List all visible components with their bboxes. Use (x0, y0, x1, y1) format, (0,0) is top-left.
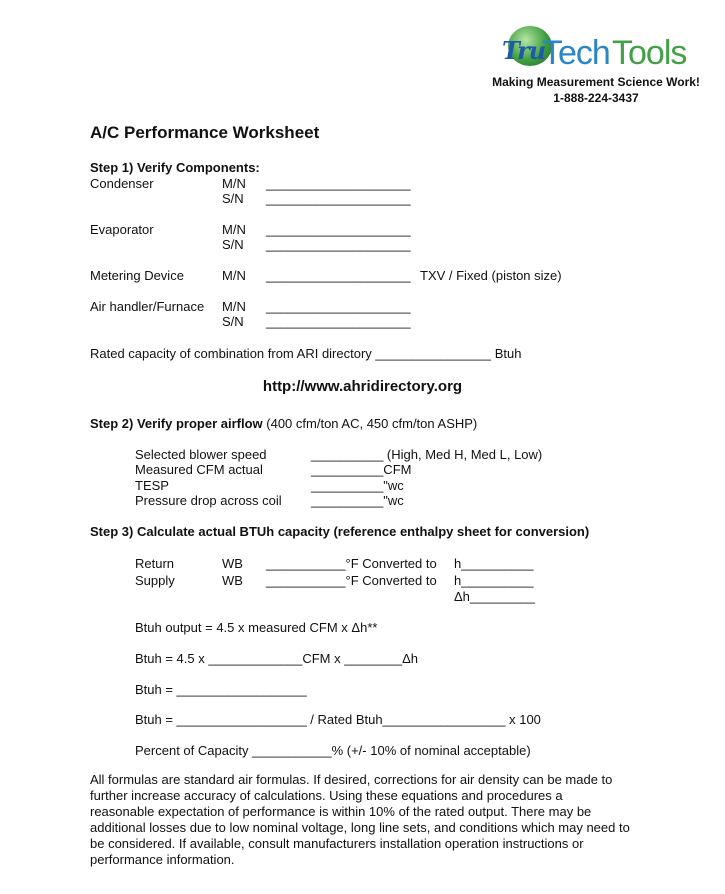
metering-type-note: TXV / Fixed (piston size) (420, 268, 562, 283)
formula-disclaimer: All formulas are standard air formulas. If desired, corrections for air density can be made to further increase accuracy of calculations. Using these equations and procedures a reasonable expectation of performance is within 10% of the rated output. There may be additional losses due to low nominal voltage, long line sets, and conditions which may need to be considered. If available, consult manufacturers installation operation instructions or performance information. (90, 772, 630, 867)
step2-heading (90, 416, 477, 431)
evaporator-label: Evaporator (90, 222, 154, 237)
condenser-label: Condenser (90, 176, 154, 191)
percent-capacity-line[interactable]: Percent of Capacity ___________% (+/- 10% of nominal acceptable) (135, 743, 531, 758)
page-title: A/C Performance Worksheet (90, 123, 320, 142)
step2-heading-note: (400 cfm/ton AC, 450 cfm/ton ASHP) (262, 416, 478, 431)
evaporator-mn-label: M/N (222, 222, 246, 237)
btuh-output-formula: Btuh output = 4.5 x measured CFM x Δh** (135, 620, 378, 635)
delta-h-field[interactable]: Δh_________ (454, 589, 535, 604)
air-handler-mn-field[interactable]: ____________________ (266, 299, 411, 314)
air-handler-label: Air handler/Furnace (90, 299, 205, 314)
supply-label: Supply (135, 573, 175, 588)
tesp-label: TESP (135, 478, 169, 493)
metering-mn-field[interactable]: ____________________ (266, 268, 411, 283)
logo-tech-text: Tech (542, 34, 610, 72)
supply-wb-label: WB (222, 573, 243, 588)
condenser-sn-label: S/N (222, 191, 244, 206)
supply-h-field[interactable]: h__________ (454, 573, 534, 588)
step2-heading-bold: Step 2) Verify proper airflow (90, 416, 263, 431)
trutech-logo (498, 20, 718, 76)
pressure-drop-field[interactable]: __________"wc (311, 493, 404, 508)
logo-tools-text: Tools (612, 34, 687, 72)
btuh-calc-line-2[interactable]: Btuh = __________________ (135, 682, 307, 697)
air-handler-mn-label: M/N (222, 299, 246, 314)
ahri-directory-link[interactable]: http://www.ahridirectory.org (262, 378, 463, 395)
pressure-drop-label: Pressure drop across coil (135, 493, 282, 508)
blower-speed-label: Selected blower speed (135, 447, 267, 462)
air-handler-sn-field[interactable]: ____________________ (266, 314, 411, 329)
return-temp-field[interactable]: ___________°F Converted to (266, 556, 437, 571)
measured-cfm-label: Measured CFM actual (135, 462, 263, 477)
metering-label: Metering Device (90, 268, 184, 283)
step3-heading: Step 3) Calculate actual BTUh capacity (reference enthalpy sheet for conversion) (90, 524, 590, 539)
condenser-mn-field[interactable]: ____________________ (266, 176, 411, 191)
metering-mn-label: M/N (222, 268, 246, 283)
supply-temp-field[interactable]: ___________°F Converted to (266, 573, 437, 588)
air-handler-sn-label: S/N (222, 314, 244, 329)
return-label: Return (135, 556, 175, 571)
phone-number: 1-888-224-3437 (553, 91, 639, 105)
evaporator-mn-field[interactable]: ____________________ (266, 222, 411, 237)
tagline: Making Measurement Science Work! (492, 75, 700, 89)
blower-speed-field[interactable]: __________ (High, Med H, Med L, Low) (311, 447, 543, 462)
btuh-calc-line-3[interactable]: Btuh = __________________ / Rated Btuh_________________ x 100 (135, 712, 541, 727)
return-wb-label: WB (222, 556, 243, 571)
measured-cfm-field[interactable]: __________CFM (311, 462, 412, 477)
rated-capacity-line[interactable]: Rated capacity of combination from ARI directory ________________ Btuh (90, 346, 522, 361)
evaporator-sn-field[interactable]: ____________________ (266, 237, 411, 252)
evaporator-sn-label: S/N (222, 237, 244, 252)
step1-heading: Step 1) Verify Components: (90, 160, 260, 175)
return-h-field[interactable]: h__________ (454, 556, 534, 571)
condenser-mn-label: M/N (222, 176, 246, 191)
logo-tru-text: Tru (502, 36, 546, 65)
btuh-calc-line-1[interactable]: Btuh = 4.5 x _____________CFM x ________Δh (135, 651, 418, 666)
condenser-sn-field[interactable]: ____________________ (266, 191, 411, 206)
tesp-field[interactable]: __________"wc (311, 478, 404, 493)
